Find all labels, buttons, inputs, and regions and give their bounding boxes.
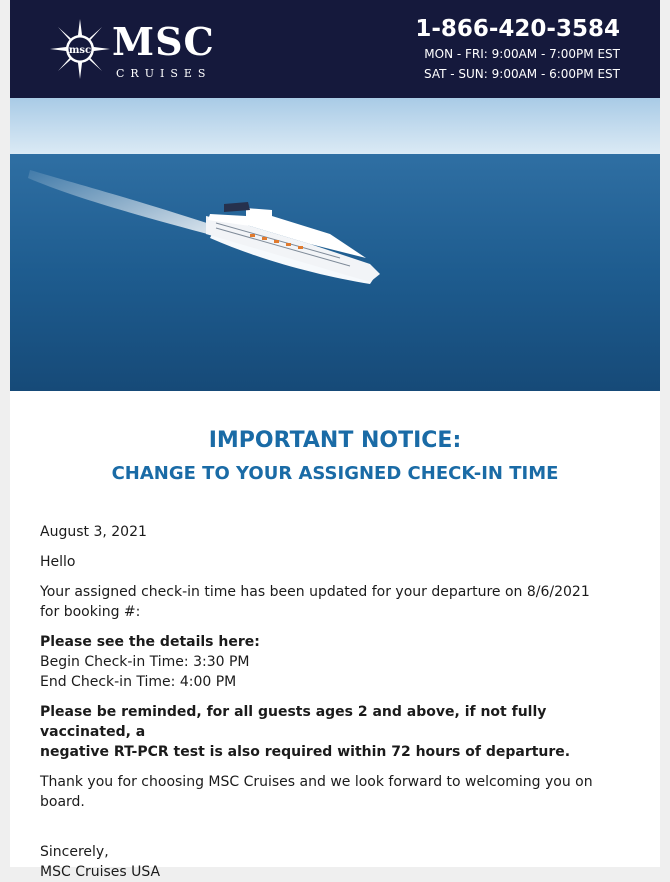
reminder-line-2: negative RT-PCR test is also required within 72 hours of departure. (40, 744, 571, 760)
signature: MSC Cruises USA (40, 864, 161, 880)
update-line-1: Your assigned check-in time has been updated for your departure on 8/6/2021 (40, 584, 590, 600)
weekday-hours: MON - FRI: 9:00AM - 7:00PM EST (424, 47, 620, 61)
weekend-hours: SAT - SUN: 9:00AM - 6:00PM EST (424, 67, 620, 81)
email-date: August 3, 2021 (40, 524, 147, 540)
notice-subtitle: CHANGE TO YOUR ASSIGNED CHECK-IN TIME (111, 463, 559, 484)
vaccination-reminder (40, 702, 630, 762)
begin-checkin-time: Begin Check-in Time: 3:30 PM (40, 654, 250, 670)
msc-logo[interactable] (50, 19, 230, 81)
header-bar (10, 0, 660, 98)
logo-emblem-text: msc (68, 45, 92, 56)
booking-number-line: for booking #: (40, 604, 141, 620)
details-heading: Please see the details here: (40, 634, 260, 650)
thank-you-text: Thank you for choosing MSC Cruises and we look forward to welcoming you on board. (40, 774, 593, 810)
phone-number-link[interactable]: 1-866-420-3584 (415, 16, 620, 42)
email-container (10, 0, 660, 880)
checkin-details (40, 632, 630, 692)
email-body (40, 400, 630, 882)
reminder-line-1: Please be reminded, for all guests ages 2 and above, if not fully vaccinated, a (40, 704, 547, 740)
update-paragraph (40, 582, 630, 622)
logo-subtitle: CRUISES (116, 67, 212, 80)
closing: Sincerely, (40, 844, 109, 860)
greeting: Hello (40, 554, 76, 570)
hero-cruise-ship-image (10, 98, 660, 391)
contact-info (415, 14, 620, 84)
compass-rose-icon (50, 19, 110, 79)
end-checkin-time: End Check-in Time: 4:00 PM (40, 674, 237, 690)
notice-title: IMPORTANT NOTICE: (208, 428, 462, 453)
logo-wordmark: MSC (112, 19, 215, 64)
signature-block (40, 842, 630, 882)
